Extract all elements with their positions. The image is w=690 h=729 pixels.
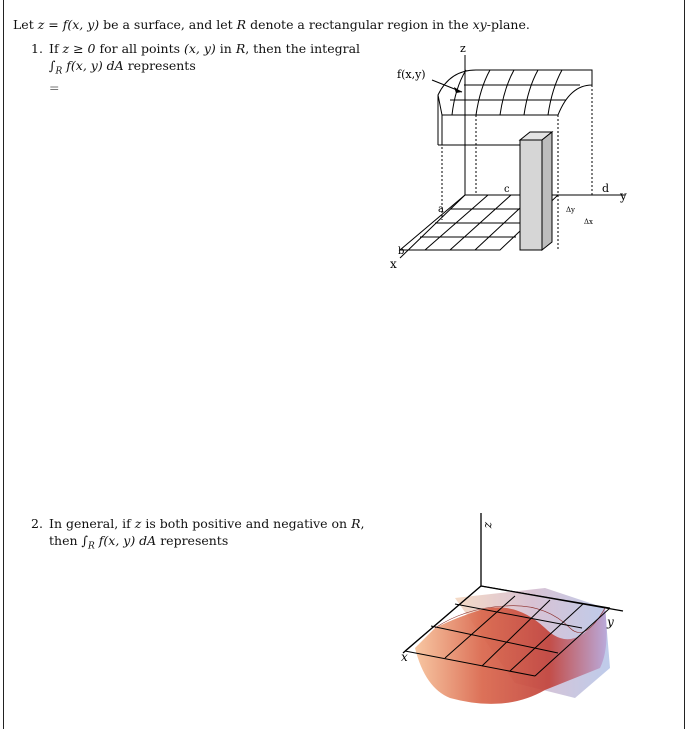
item1-equals: = xyxy=(49,80,60,95)
fig1-y-label: y xyxy=(620,189,627,203)
item2-line1: In general, if z is both positive and negative on R, xyxy=(49,516,365,531)
fig1-dx-label: Δx xyxy=(584,218,594,226)
fig1-z-label: z xyxy=(460,42,466,55)
fig2-y-label: y xyxy=(607,615,614,629)
figure-riemann-box xyxy=(380,40,680,275)
fig1-f-label: f(x,y) xyxy=(397,68,426,81)
riemann-column xyxy=(520,132,552,250)
fig2-z-label: z xyxy=(482,522,496,529)
fig1-a-label: a xyxy=(438,204,444,215)
fig1-c-label: c xyxy=(504,184,510,195)
fig1-dy-label: Δy xyxy=(566,206,576,214)
x-axis xyxy=(400,195,465,258)
fig1-d-label: d xyxy=(602,182,610,195)
item1-number: 1. xyxy=(31,41,43,56)
item1-line1: If z ≥ 0 for all points (x, y) in R, then the integral xyxy=(49,41,361,56)
intro-text: Let z = f(x, y) be a surface, and let R denote a rectangular region in the xy-plane. xyxy=(13,17,530,32)
item2-line2: then $\int_R$ f(x, y) dA represents xyxy=(49,533,229,552)
item2-number: 2. xyxy=(31,516,43,531)
fig1-b-label: b xyxy=(398,246,405,257)
figure-signed-surface xyxy=(395,508,635,723)
fig1-x-label: x xyxy=(390,257,397,271)
item1-line2: $\int_R$ f(x, y) dA represents xyxy=(49,58,196,77)
fig2-x-label: x xyxy=(401,650,408,664)
